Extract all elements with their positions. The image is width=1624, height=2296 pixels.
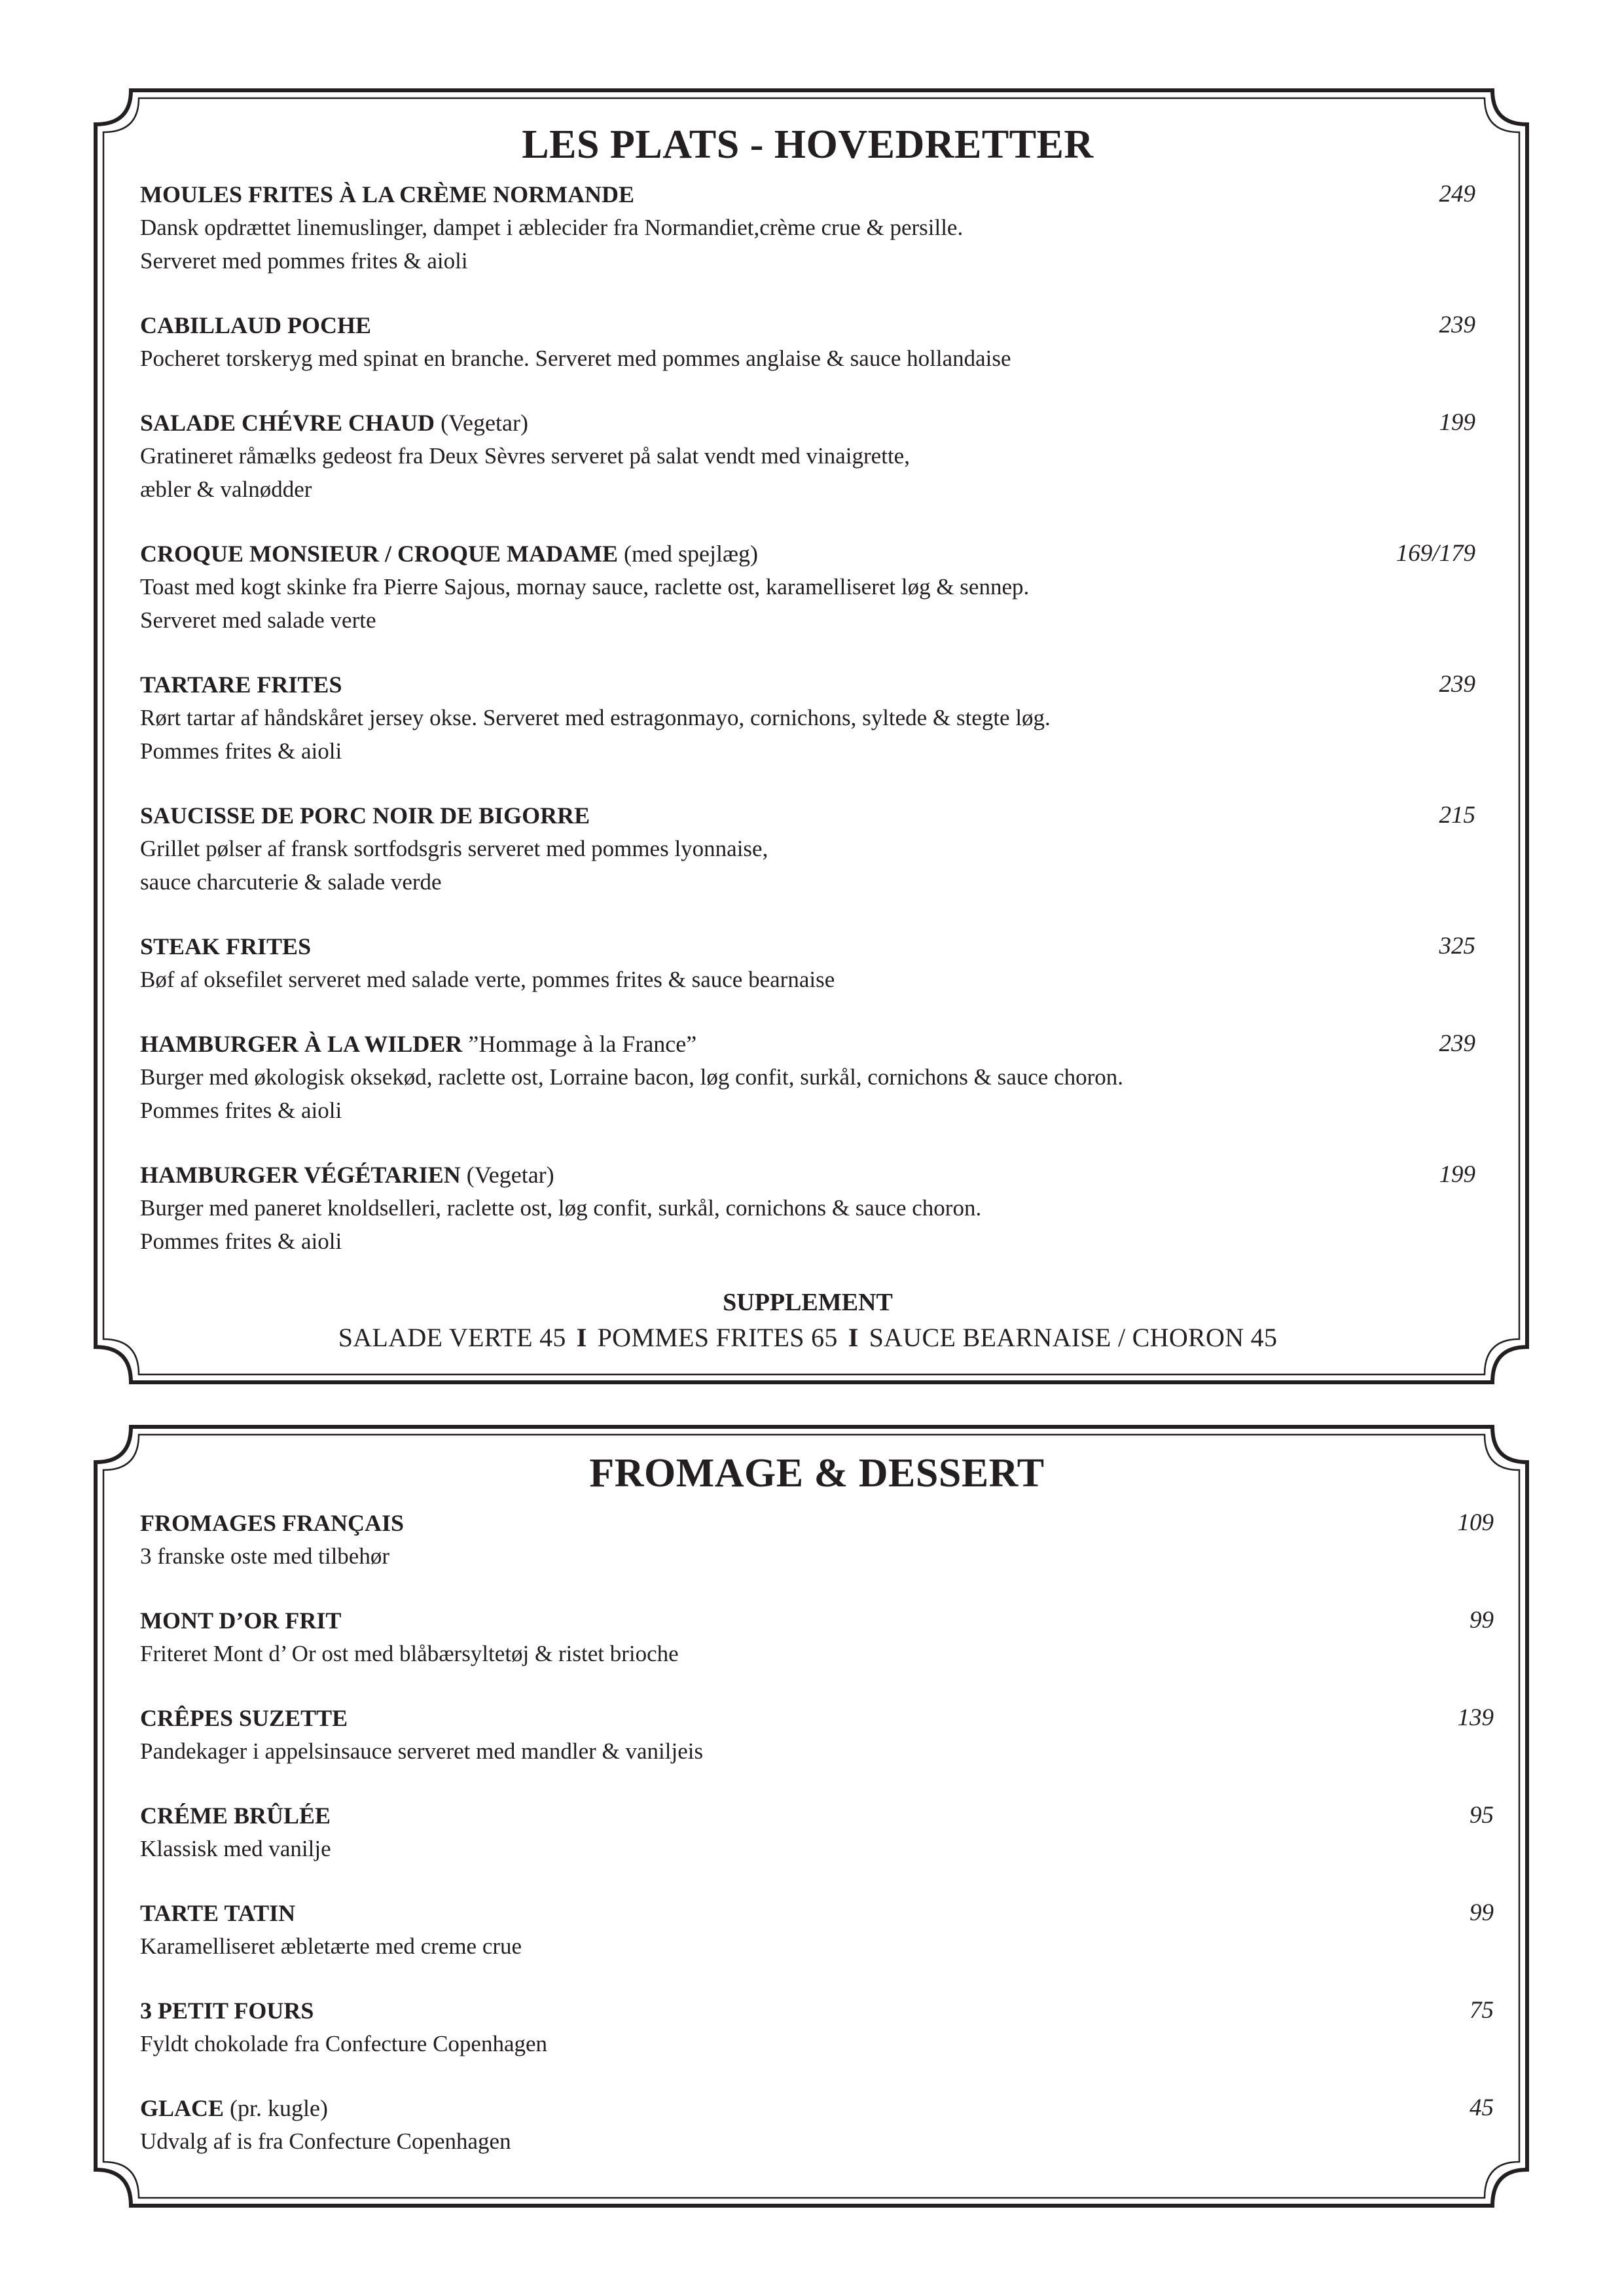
menu-item bbox=[140, 537, 1475, 637]
menu-item bbox=[140, 406, 1475, 506]
menu-item-price: 199 bbox=[1439, 1161, 1475, 1188]
menu-item-description: 3 franske oste med tilbehør bbox=[140, 1543, 390, 1569]
menu-item bbox=[140, 1799, 1494, 1865]
menu-item bbox=[140, 799, 1475, 899]
supplement-item: SALADE VERTE 45 bbox=[338, 1323, 566, 1352]
menu-item-price: 99 bbox=[1470, 1607, 1494, 1634]
menu-item-name-line bbox=[140, 1158, 1475, 1191]
menu-item bbox=[140, 1702, 1494, 1768]
supplement-separator: I bbox=[848, 1323, 859, 1352]
menu-item-price: 95 bbox=[1470, 1802, 1494, 1829]
menu-item-name: CROQUE MONSIEUR / CROQUE MADAME bbox=[140, 541, 619, 567]
menu-item-description: Pocheret torskeryg med spinat en branche. Serveret med pommes anglaise & sauce hollandaise bbox=[140, 346, 1011, 371]
menu-item-description: Gratineret råmælks gedeost fra Deux Sèvres serveret på salat vendt med vinaigrette, bbox=[140, 443, 910, 469]
menu-item-name-line bbox=[140, 2092, 1494, 2125]
plats-section bbox=[140, 111, 1475, 1356]
menu-item-name: CRÉME BRÛLÉE bbox=[140, 1803, 331, 1829]
menu-item bbox=[140, 1994, 1494, 2060]
menu-item-name: TARTARE FRITES bbox=[140, 672, 342, 698]
menu-item-description: Bøf af oksefilet serveret med salade verte, pommes frites & sauce bearnaise bbox=[140, 967, 835, 992]
menu-item-description: Friteret Mont d’ Or ost med blåbærsyltetøj & ristet brioche bbox=[140, 1641, 679, 1666]
menu-item-name-line bbox=[140, 309, 1475, 342]
menu-item-price: 99 bbox=[1470, 1899, 1494, 1926]
menu-item-name: HAMBURGER À LA WILDER bbox=[140, 1031, 463, 1057]
menu-item-name-line bbox=[140, 537, 1475, 570]
menu-item-name-line bbox=[140, 1604, 1494, 1637]
supplement-item: POMMES FRITES 65 bbox=[597, 1323, 838, 1352]
menu-item-description: sauce charcuterie & salade verde bbox=[140, 869, 442, 895]
menu-item-description: Burger med økologisk oksekød, raclette ost, Lorraine bacon, løg confit, surkål, cornichons & sauce choron. bbox=[140, 1064, 1124, 1090]
menu-item-description: Pommes frites & aioli bbox=[140, 738, 342, 764]
supplement-title: SUPPLEMENT bbox=[723, 1289, 893, 1316]
menu-item-price: 169/179 bbox=[1396, 540, 1475, 567]
menu-item-name-line bbox=[140, 1702, 1494, 1734]
dessert-heading: FROMAGE & DESSERT bbox=[589, 1451, 1045, 1496]
menu-item-name-line bbox=[140, 668, 1475, 701]
menu-item-description: Klassisk med vanilje bbox=[140, 1836, 331, 1861]
menu-item-name: TARTE TATIN bbox=[140, 1900, 296, 1926]
menu-item-description: Karamelliseret æbletærte med creme crue bbox=[140, 1933, 522, 1959]
menu-item bbox=[140, 668, 1475, 768]
menu-item-description: Burger med paneret knoldselleri, raclette ost, løg confit, surkål, cornichons & sauce choron. bbox=[140, 1195, 982, 1221]
menu-item-description: Rørt tartar af håndskåret jersey okse. Serveret med estragonmayo, cornichons, syltede & stegte løg. bbox=[140, 705, 1051, 730]
menu-item bbox=[140, 1158, 1475, 1258]
menu-item-note: ”Hommage à la France” bbox=[468, 1031, 697, 1057]
menu-item-price: 139 bbox=[1457, 1704, 1494, 1731]
menu-item-name: CABILLAUD POCHE bbox=[140, 312, 372, 338]
menu-item-price: 75 bbox=[1470, 1997, 1494, 2024]
menu-item-price: 199 bbox=[1439, 409, 1475, 436]
menu-item bbox=[140, 309, 1475, 375]
menu-item-price: 239 bbox=[1439, 671, 1475, 698]
menu-item-name-line bbox=[140, 1028, 1475, 1060]
dessert-section bbox=[140, 1440, 1494, 2189]
menu-item-note: (med spejlæg) bbox=[624, 541, 758, 567]
menu-item-description: Dansk opdrættet linemuslinger, dampet i æblecider fra Normandiet,crème crue & persille. bbox=[140, 215, 964, 240]
plats-list bbox=[140, 178, 1475, 1258]
menu-item-name-line bbox=[140, 406, 1475, 439]
menu-item-description: Fyldt chokolade fra Confecture Copenhagen bbox=[140, 2031, 548, 2056]
menu-item-name: MONT D’OR FRIT bbox=[140, 1607, 342, 1634]
menu-item-description: Udvalg af is fra Confecture Copenhagen bbox=[140, 2128, 511, 2154]
menu-item-name: GLACE bbox=[140, 2095, 225, 2121]
menu-item-price: 325 bbox=[1439, 933, 1475, 960]
menu-item-name: 3 PETIT FOURS bbox=[140, 1998, 314, 2024]
menu-item-price: 249 bbox=[1439, 181, 1475, 207]
menu-item-price: 45 bbox=[1470, 2094, 1494, 2121]
menu-item-name: MOULES FRITES À LA CRÈME NORMANDE bbox=[140, 181, 635, 207]
menu-item-description: Pommes frites & aioli bbox=[140, 1098, 342, 1123]
menu-item-price: 215 bbox=[1439, 802, 1475, 829]
menu-item-note: (Vegetar) bbox=[466, 1162, 554, 1188]
menu-item-name: CRÊPES SUZETTE bbox=[140, 1705, 348, 1731]
plats-heading: LES PLATS - HOVEDRETTER bbox=[522, 122, 1094, 167]
menu-item-name: FROMAGES FRANÇAIS bbox=[140, 1510, 405, 1536]
menu-item-description: æbler & valnødder bbox=[140, 476, 312, 502]
supplement-item: SAUCE BEARNAISE / CHORON 45 bbox=[869, 1323, 1278, 1352]
menu-item-name-line bbox=[140, 930, 1475, 963]
menu-item-name: SALADE CHÉVRE CHAUD bbox=[140, 410, 435, 436]
menu-item-name-line bbox=[140, 1994, 1494, 2027]
menu-item-description: Pommes frites & aioli bbox=[140, 1229, 342, 1254]
menu-item-name-line bbox=[140, 799, 1475, 832]
menu-item-description: Serveret med pommes frites & aioli bbox=[140, 248, 468, 274]
menu-item-description: Serveret med salade verte bbox=[140, 607, 376, 633]
supplement-line bbox=[140, 1319, 1475, 1356]
supplement-separator: I bbox=[576, 1323, 587, 1352]
menu-item-name: STEAK FRITES bbox=[140, 933, 312, 960]
menu-item bbox=[140, 930, 1475, 996]
menu-item-name-line bbox=[140, 1897, 1494, 1929]
menu-item-name: HAMBURGER VÉGÉTARIEN bbox=[140, 1162, 461, 1188]
supplement-block bbox=[140, 1285, 1475, 1356]
menu-item bbox=[140, 1897, 1494, 1963]
menu-item bbox=[140, 1507, 1494, 1573]
menu-item-name: SAUCISSE DE PORC NOIR DE BIGORRE bbox=[140, 802, 590, 829]
menu-item-note: (Vegetar) bbox=[441, 410, 528, 436]
menu-item bbox=[140, 178, 1475, 278]
menu-item bbox=[140, 1028, 1475, 1127]
menu-item-price: 109 bbox=[1457, 1509, 1494, 1536]
menu-item bbox=[140, 2092, 1494, 2158]
menu-item-price: 239 bbox=[1439, 1030, 1475, 1057]
menu-item-name-line bbox=[140, 1799, 1494, 1832]
menu-item-description: Grillet pølser af fransk sortfodsgris serveret med pommes lyonnaise, bbox=[140, 836, 768, 861]
menu-item-price: 239 bbox=[1439, 312, 1475, 338]
dessert-list bbox=[140, 1507, 1494, 2158]
menu-item-name-line bbox=[140, 178, 1475, 211]
menu-item-description: Toast med kogt skinke fra Pierre Sajous, mornay sauce, raclette ost, karamelliseret løg & sennep. bbox=[140, 574, 1030, 600]
menu-item-name-line bbox=[140, 1507, 1494, 1539]
menu-item-note: (pr. kugle) bbox=[230, 2095, 328, 2121]
menu-item bbox=[140, 1604, 1494, 1670]
menu-item-description: Pandekager i appelsinsauce serveret med mandler & vaniljeis bbox=[140, 1738, 704, 1764]
